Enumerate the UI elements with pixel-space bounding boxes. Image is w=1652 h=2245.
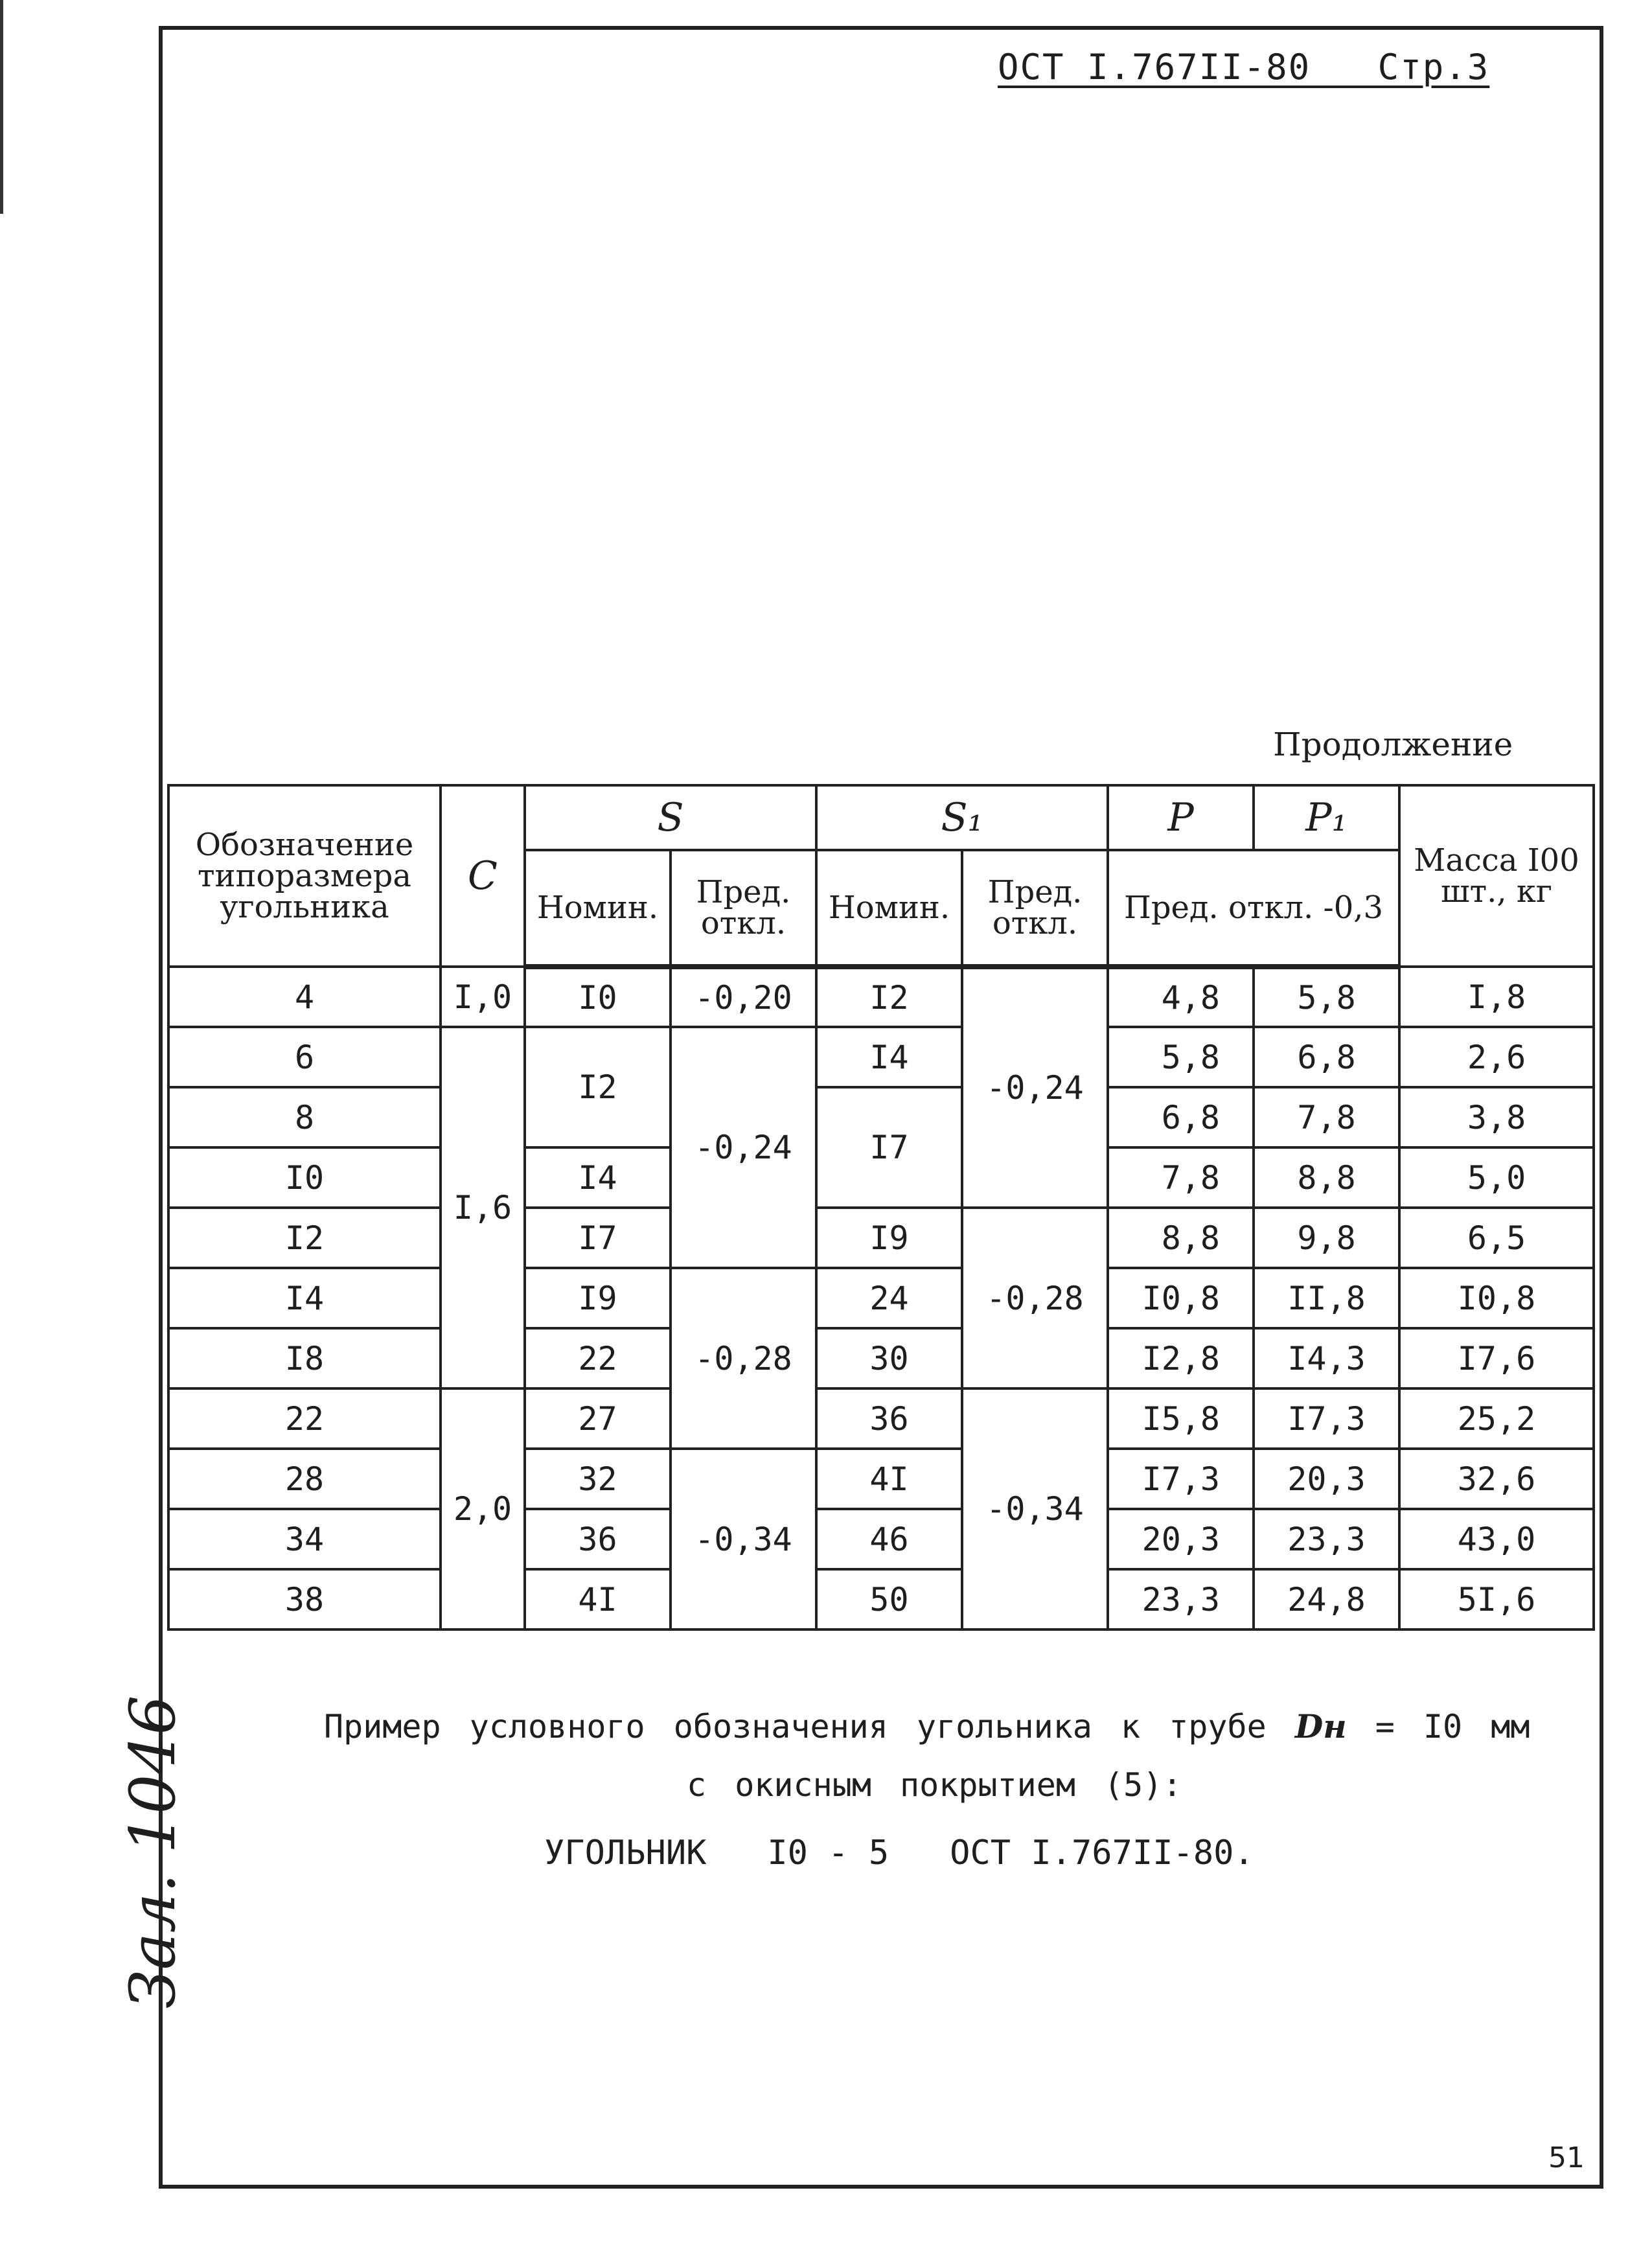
p-cell: 23,3 (1108, 1569, 1254, 1629)
p1-cell: I4,3 (1254, 1328, 1399, 1388)
s-nominal-cell: 27 (525, 1388, 671, 1449)
p1-cell: 8,8 (1254, 1147, 1399, 1208)
s1-nominal-cell: 4I (816, 1449, 962, 1509)
s-deviation-cell: -0,34 (671, 1449, 816, 1629)
table-row (168, 1328, 1594, 1388)
s1-nominal-cell: 24 (816, 1268, 962, 1328)
designation-example (324, 1698, 1587, 1814)
s1-nominal-cell: I4 (816, 1027, 962, 1087)
binding-mark (0, 0, 3, 214)
table-row (168, 1569, 1594, 1629)
s1-nominal-cell: I7 (816, 1087, 962, 1208)
p-cell: I0,8 (1108, 1268, 1254, 1328)
p1-cell: 20,3 (1254, 1449, 1399, 1509)
s1-nominal-cell: 36 (816, 1388, 962, 1449)
table-row (168, 1268, 1594, 1328)
designation-string: УГОЛЬНИК I0 - 5 ОСТ I.767II-80. (544, 1834, 1254, 1872)
c-cell: I,0 (441, 967, 525, 1027)
table-row (168, 1208, 1594, 1268)
s1-deviation-cell: -0,28 (962, 1208, 1108, 1388)
s1-deviation-cell: -0,24 (962, 967, 1108, 1208)
p1-cell: II,8 (1254, 1268, 1399, 1328)
example-line-2: с окисным покрытием (5): (687, 1766, 1182, 1804)
s1-deviation-cell: -0,34 (962, 1388, 1108, 1629)
mass-cell: 2,6 (1399, 1027, 1594, 1087)
mass-cell: 32,6 (1399, 1449, 1594, 1509)
p-cell: 6,8 (1108, 1087, 1254, 1147)
mass-cell: 5I,6 (1399, 1569, 1594, 1629)
header-s: S (525, 785, 816, 850)
s-nominal-cell: I9 (525, 1268, 671, 1328)
s1-nominal-cell: 30 (816, 1328, 962, 1388)
p-cell: 5,8 (1108, 1027, 1254, 1087)
s1-nominal-cell: 46 (816, 1509, 962, 1569)
p-cell: 4,8 (1108, 967, 1254, 1027)
s-nominal-cell: 4I (525, 1569, 671, 1629)
header-s-nominal: Номин. (525, 850, 671, 967)
designation-cell: I4 (168, 1268, 441, 1328)
mass-cell: 3,8 (1399, 1087, 1594, 1147)
p1-cell: 7,8 (1254, 1087, 1399, 1147)
designation-cell: 8 (168, 1087, 441, 1147)
handwritten-note: Зал. 1046 (117, 1695, 189, 2009)
outer-diameter-symbol: Dн (1294, 1707, 1347, 1745)
s-nominal-cell: I4 (525, 1147, 671, 1208)
continuation-label: Продолжение (1273, 726, 1513, 763)
mass-cell: I7,6 (1399, 1328, 1594, 1388)
page-number: 51 (1548, 2141, 1585, 2174)
table-row (168, 967, 1594, 1027)
dimensions-table (167, 784, 1595, 1631)
header-s1-deviation: Пред. откл. (962, 850, 1108, 967)
header-p1: P₁ (1254, 785, 1399, 850)
mass-cell: 6,5 (1399, 1208, 1594, 1268)
c-cell: 2,0 (441, 1388, 525, 1629)
designation-cell: I2 (168, 1208, 441, 1268)
s-nominal-cell: I7 (525, 1208, 671, 1268)
table-row (168, 1388, 1594, 1449)
mass-cell: 25,2 (1399, 1388, 1594, 1449)
example-line-1 (324, 1698, 1587, 1756)
s-nominal-cell: I2 (525, 1027, 671, 1147)
header-mass: Масса I00 шт., кг (1399, 785, 1594, 967)
s1-nominal-cell: 50 (816, 1569, 962, 1629)
example-line-1-text: Пример условного обозначения угольника к трубе (324, 1708, 1267, 1745)
c-cell: I,6 (441, 1027, 525, 1388)
s1-nominal-cell: I2 (816, 967, 962, 1027)
designation-cell: 28 (168, 1449, 441, 1509)
header-designation: Обозначение типоразмера угольника (168, 785, 441, 967)
designation-cell: I0 (168, 1147, 441, 1208)
designation-cell: 4 (168, 967, 441, 1027)
p-cell: 7,8 (1108, 1147, 1254, 1208)
mass-cell: I,8 (1399, 967, 1594, 1027)
designation-cell: 38 (168, 1569, 441, 1629)
header-s1-nominal: Номин. (816, 850, 962, 967)
s-nominal-cell: 22 (525, 1328, 671, 1388)
p1-cell: 6,8 (1254, 1027, 1399, 1087)
mass-cell: 5,0 (1399, 1147, 1594, 1208)
s-deviation-cell: -0,28 (671, 1268, 816, 1449)
p-cell: I5,8 (1108, 1388, 1254, 1449)
table-row (168, 1087, 1594, 1147)
s-deviation-cell: -0,20 (671, 967, 816, 1027)
document-header: ОСТ I.767II-80 Стр.3 (998, 47, 1490, 87)
p1-cell: 24,8 (1254, 1569, 1399, 1629)
p-cell: 8,8 (1108, 1208, 1254, 1268)
table-row (168, 1509, 1594, 1569)
table-row (168, 1027, 1594, 1087)
s-nominal-cell: I0 (525, 967, 671, 1027)
s-deviation-cell: -0,24 (671, 1027, 816, 1268)
designation-cell: I8 (168, 1328, 441, 1388)
header-p: P (1108, 785, 1254, 850)
p1-cell: I7,3 (1254, 1388, 1399, 1449)
header-p-deviation: Пред. откл. -0,3 (1108, 850, 1399, 967)
s-nominal-cell: 32 (525, 1449, 671, 1509)
p-cell: I2,8 (1108, 1328, 1254, 1388)
designation-cell: 6 (168, 1027, 441, 1087)
header-s1: S₁ (816, 785, 1108, 850)
mass-cell: I0,8 (1399, 1268, 1594, 1328)
p1-cell: 9,8 (1254, 1208, 1399, 1268)
header-c: C (441, 785, 525, 967)
table-row (168, 1449, 1594, 1509)
p-cell: I7,3 (1108, 1449, 1254, 1509)
header-s-deviation: Пред. откл. (671, 850, 816, 967)
mass-cell: 43,0 (1399, 1509, 1594, 1569)
p-cell: 20,3 (1108, 1509, 1254, 1569)
s1-nominal-cell: I9 (816, 1208, 962, 1268)
designation-cell: 34 (168, 1509, 441, 1569)
s-nominal-cell: 36 (525, 1509, 671, 1569)
example-line-1-value: = I0 мм (1375, 1708, 1530, 1745)
p1-cell: 5,8 (1254, 967, 1399, 1027)
p1-cell: 23,3 (1254, 1509, 1399, 1569)
designation-cell: 22 (168, 1388, 441, 1449)
